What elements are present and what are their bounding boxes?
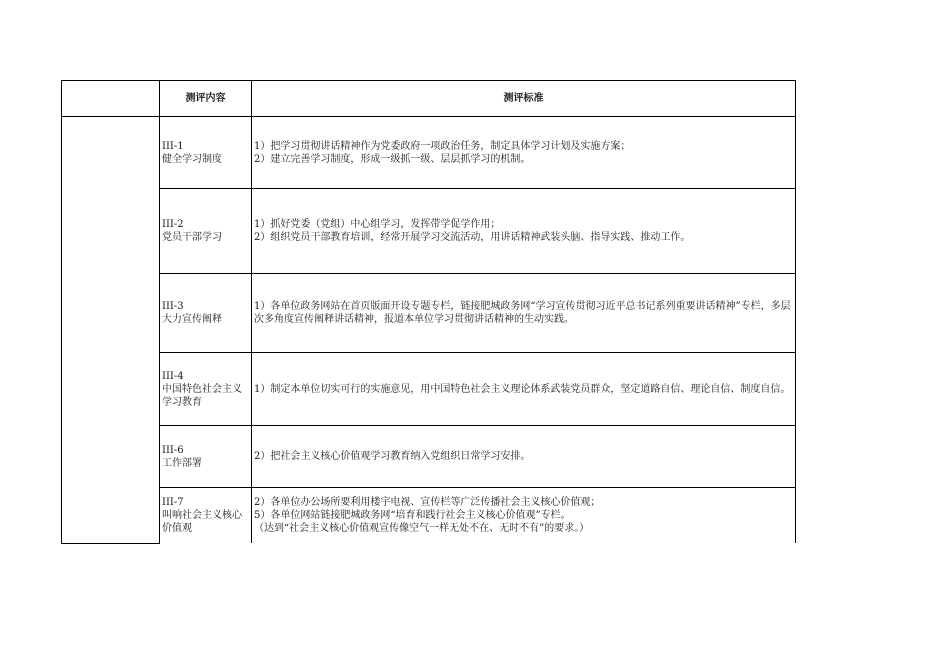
standard-cell [252, 189, 796, 274]
header-blank-cell [62, 81, 160, 117]
table-row [62, 274, 796, 353]
item-code: III-3 [162, 301, 184, 312]
header-standard-cell: 测评标准 [252, 81, 796, 117]
standard-line: 1）制定本单位切实可行的实施意见，用中国特色社会主义理论体系武装党员群众，坚定道路自信、理论自信、制度自信。 [254, 383, 791, 395]
table-row [62, 426, 796, 488]
standard-cell [252, 488, 796, 544]
item-cell [160, 353, 252, 426]
item-code: III-7 [162, 497, 184, 508]
item-cell [160, 117, 252, 189]
table-row [62, 117, 796, 189]
item-name: 叫响社会主义核心价值观 [162, 510, 242, 534]
table-row [62, 189, 796, 274]
item-cell [160, 189, 252, 274]
item-name: 工作部署 [162, 457, 202, 469]
standard-line: 2）组织党员干部教育培训，经常开展学习交流活动，用讲话精神武装头脑、指导实践、推动工作。 [254, 232, 691, 243]
header-content-cell: 测评内容 [160, 81, 252, 117]
standard-cell [252, 353, 796, 426]
standard-line: （达到“社会主义核心价值观宣传像空气一样无处不在、无时不有”的要求。） [254, 523, 590, 534]
table-row [62, 353, 796, 426]
left-blank-cell [62, 117, 160, 544]
item-code: III-6 [162, 444, 184, 456]
item-cell [160, 488, 252, 544]
standard-line: 2）建立完善学习制度，形成一级抓一级、层层抓学习的机制。 [254, 153, 531, 165]
item-code: III-2 [162, 219, 184, 230]
standard-line: 5）各单位网站链接肥城政务网“培育和践行社会主义核心价值观”专栏。 [254, 510, 571, 521]
evaluation-table [61, 80, 796, 544]
standard-cell [252, 274, 796, 353]
item-code: III-4 [162, 370, 184, 382]
item-cell [160, 274, 252, 353]
standard-line: 2）各单位办公场所要利用楼宇电视、宣传栏等广泛传播社会主义核心价值观； [254, 497, 601, 508]
standard-line: 1）各单位政务网站在首页版面开设专题专栏，链接肥城政务网“学习宣传贯彻习近平总书记系列重要讲话精神”专栏，多层次多角度宣传阐释讲话精神，报道本单位学习贯彻讲话精神的生动实践。 [254, 301, 791, 325]
header-row [62, 81, 796, 117]
item-name: 健全学习制度 [162, 153, 222, 165]
standard-cell [252, 426, 796, 488]
item-name: 大力宣传阐释 [162, 314, 222, 325]
table-row [62, 488, 796, 544]
item-name: 中国特色社会主义学习教育 [162, 383, 242, 408]
standard-line: 1）抓好党委（党组）中心组学习，发挥带学促学作用； [254, 219, 501, 230]
item-cell [160, 426, 252, 488]
standard-line: 2）把社会主义核心价值观学习教育纳入党组织日常学习安排。 [254, 451, 531, 462]
standard-line: 1）把学习贯彻讲话精神作为党委政府一项政治任务，制定具体学习计划及实施方案； [254, 140, 631, 152]
item-name: 党员干部学习 [162, 232, 222, 243]
standard-cell [252, 117, 796, 189]
item-code: III-1 [162, 140, 184, 152]
